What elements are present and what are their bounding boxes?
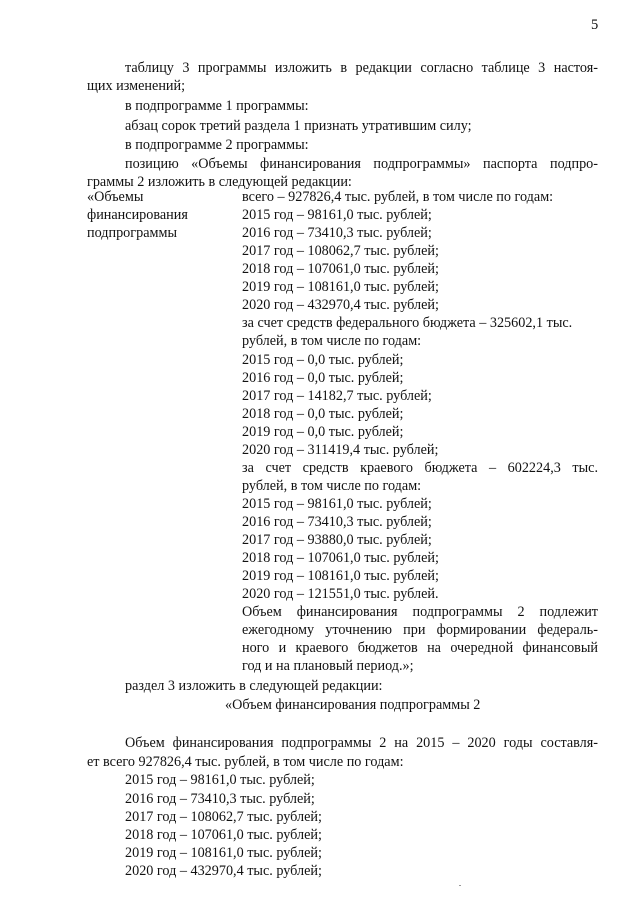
paragraph-line: абзац сорок третий раздела 1 признать утратившим силу; (125, 118, 472, 134)
passport-note-line: ного и краевого бюджетов на очередной финансовый (242, 640, 598, 656)
paragraph-line: ет всего 927826,4 тыс. рублей, в том числе по годам: (87, 754, 404, 770)
year-row: 2017 год – 14182,7 тыс. рублей; (242, 388, 432, 404)
passport-note-line: ежегодному уточнению при формировании федераль- (242, 622, 598, 638)
paragraph-line: Объем финансирования подпрограммы 2 на 2015 – 2020 годы составля- (125, 735, 598, 751)
passport-label-line: подпрограммы (87, 225, 177, 241)
passport-label-line: «Объемы (87, 189, 144, 205)
page-number: 5 (591, 17, 599, 33)
year-row: 2020 год – 311419,4 тыс. рублей; (242, 442, 439, 458)
year-row: 2016 год – 73410,3 тыс. рублей; (242, 514, 432, 530)
year-row: 2016 год – 0,0 тыс. рублей; (242, 370, 404, 386)
year-row: 2019 год – 108161,0 тыс. рублей; (242, 279, 439, 295)
year-row: 2015 год – 98161,0 тыс. рублей; (242, 207, 432, 223)
paragraph-line: граммы 2 изложить в следующей редакции: (87, 174, 352, 190)
passport-note-line: год и на плановый период.»; (242, 658, 414, 674)
year-row: 2018 год – 0,0 тыс. рублей; (242, 406, 404, 422)
year-row: 2016 год – 73410,3 тыс. рублей; (242, 225, 432, 241)
year-row: 2017 год – 108062,7 тыс. рублей; (242, 243, 439, 259)
federal-budget-line: рублей, в том числе по годам: (242, 333, 422, 349)
paragraph-line: раздел 3 изложить в следующей редакции: (125, 678, 383, 694)
regional-budget-line: за счет средств краевого бюджета – 602224,3 тыс. (242, 460, 598, 476)
year-row: 2020 год – 432970,4 тыс. рублей; (242, 297, 439, 313)
regional-budget-line: рублей, в том числе по годам: (242, 478, 422, 494)
year-row: 2020 год – 432970,4 тыс. рублей; (125, 863, 322, 879)
paragraph-line: щих изменений; (87, 78, 186, 94)
paragraph-line: позицию «Объемы финансирования подпрограммы» паспорта подпро- (125, 156, 598, 172)
federal-budget-line: за счет средств федерального бюджета – 325602,1 тыс. (242, 315, 573, 331)
section-heading: «Объем финансирования подпрограммы 2 (225, 697, 481, 713)
year-row: 2020 год – 121551,0 тыс. рублей. (242, 586, 439, 602)
paragraph-line: таблицу 3 программы изложить в редакции согласно таблице 3 настоя- (125, 60, 598, 76)
passport-label-line: финансирования (87, 207, 188, 223)
year-row: 2019 год – 108161,0 тыс. рублей; (125, 845, 322, 861)
paragraph-line: в подпрограмме 2 программы: (125, 137, 309, 153)
year-row: 2019 год – 108161,0 тыс. рублей; (242, 568, 439, 584)
passport-note-line: Объем финансирования подпрограммы 2 подлежит (242, 604, 598, 620)
year-row: 2018 год – 107061,0 тыс. рублей; (242, 550, 439, 566)
scan-speck (459, 885, 461, 886)
year-row: 2016 год – 73410,3 тыс. рублей; (125, 791, 315, 807)
year-row: 2015 год – 98161,0 тыс. рублей; (125, 772, 315, 788)
year-row: 2017 год – 108062,7 тыс. рублей; (125, 809, 322, 825)
year-row: 2015 год – 0,0 тыс. рублей; (242, 352, 404, 368)
paragraph-line: в подпрограмме 1 программы: (125, 98, 309, 114)
year-row: 2015 год – 98161,0 тыс. рублей; (242, 496, 432, 512)
passport-total: всего – 927826,4 тыс. рублей, в том числе по годам: (242, 189, 554, 205)
year-row: 2018 год – 107061,0 тыс. рублей; (242, 261, 439, 277)
year-row: 2018 год – 107061,0 тыс. рублей; (125, 827, 322, 843)
year-row: 2019 год – 0,0 тыс. рублей; (242, 424, 404, 440)
year-row: 2017 год – 93880,0 тыс. рублей; (242, 532, 432, 548)
